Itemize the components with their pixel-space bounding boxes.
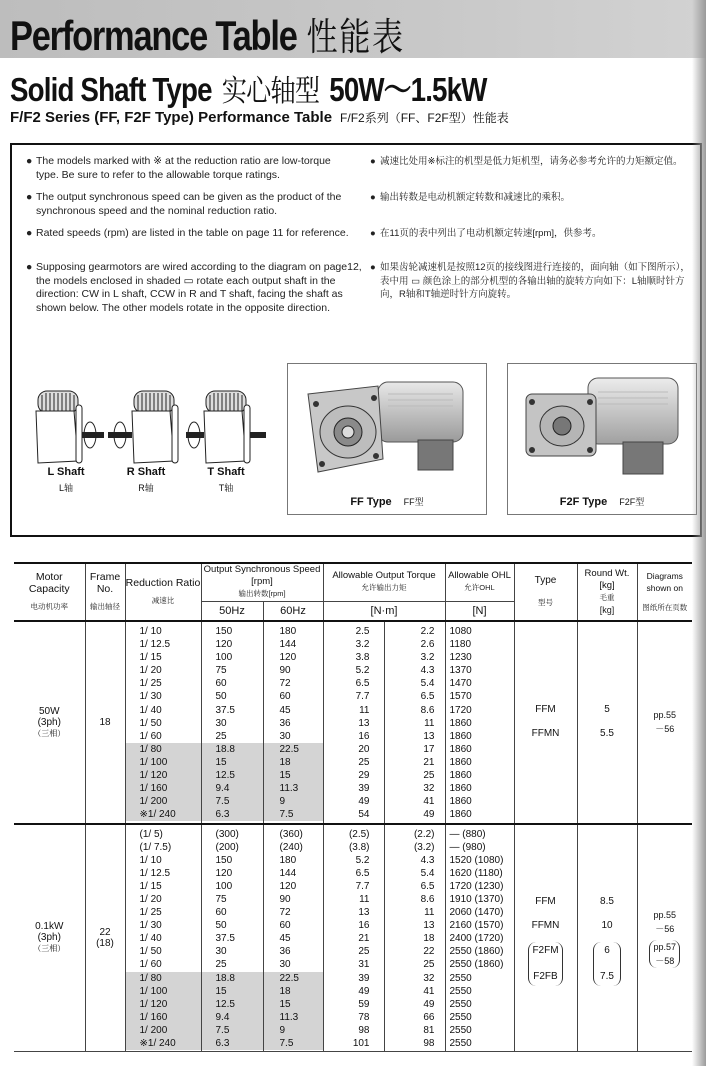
speed-50hz-value: 9.4 bbox=[202, 1011, 263, 1024]
torque-60hz-value: 81 bbox=[423, 1024, 435, 1036]
weight-value: 10 bbox=[601, 919, 613, 931]
l-shaft-label-cn: L轴 bbox=[58, 483, 73, 493]
allowable-ohl-value: 1470 bbox=[449, 678, 472, 690]
capacity-group bbox=[14, 824, 692, 1052]
speed-60hz-value: 120 bbox=[279, 880, 297, 892]
speed-50hz-value: (200) bbox=[215, 841, 239, 853]
speed-60hz-value: 22.5 bbox=[264, 972, 323, 985]
torque-50hz-value: 11 bbox=[359, 893, 370, 905]
reduction-ratio-value: ※1/ 240 bbox=[126, 1037, 201, 1050]
speed-50hz-value: 12.5 bbox=[202, 769, 263, 782]
speed-60hz-value: (240) bbox=[279, 841, 303, 853]
allowable-ohl-value: 1860 bbox=[449, 809, 472, 821]
reduction-ratio-value: 1/ 200 bbox=[126, 795, 201, 808]
speed-50hz-value: 30 bbox=[215, 717, 227, 729]
speed-50hz-value: 6.3 bbox=[202, 808, 263, 821]
torque-60hz-value: 49 bbox=[423, 809, 435, 821]
speed-60hz-value: 15 bbox=[264, 769, 323, 782]
t-shaft-label-cn: T轴 bbox=[218, 483, 234, 493]
torque-60hz-value: 32 bbox=[423, 783, 435, 795]
header-torque-unit: [N·m] bbox=[323, 601, 445, 621]
torque-60hz-value: 3.2 bbox=[420, 652, 435, 664]
allowable-ohl-value: 1860 bbox=[449, 730, 472, 742]
gearmotor-t-shaft-icon bbox=[186, 371, 266, 471]
speed-60hz-value: 18 bbox=[264, 985, 323, 998]
motor-capacity-cell bbox=[14, 824, 85, 1052]
torque-50hz-value: 29 bbox=[358, 770, 370, 782]
torque-50hz-value: (3.8) bbox=[348, 841, 370, 853]
allowable-ohl-value: 1860 bbox=[449, 796, 472, 808]
allowable-ohl-value: 1860 bbox=[449, 770, 472, 782]
reduction-ratio-value: 1/ 10 bbox=[139, 626, 162, 637]
torque-50hz-value: 39 bbox=[358, 783, 370, 795]
torque-60hz-value: 8.6 bbox=[420, 893, 435, 905]
speed-50hz-value: 18.8 bbox=[202, 743, 263, 756]
torque-50hz-value: 7.7 bbox=[355, 880, 370, 892]
note-cn-1: ● 减速比处用※标注的机型是低力矩机型，请务必参考允许的力矩额定值。 bbox=[370, 156, 683, 167]
torque-50hz-value: 5.2 bbox=[355, 854, 370, 866]
speed-50hz-value: 7.5 bbox=[202, 1024, 263, 1037]
torque-60hz-value: (2.2) bbox=[413, 828, 435, 840]
phase-value: (3ph) bbox=[37, 716, 61, 728]
f2f-gearmotor-image-icon bbox=[508, 364, 696, 484]
type-value: FFMN bbox=[531, 919, 560, 931]
speed-50hz-value: 120 bbox=[215, 867, 233, 879]
phase-cn-value: （三相） bbox=[33, 944, 66, 954]
torque-50hz-value: 20 bbox=[358, 743, 370, 755]
torque-50hz-value: 59 bbox=[358, 998, 370, 1010]
weight-cell bbox=[577, 824, 637, 1052]
allowable-ohl-value: 1860 bbox=[449, 743, 472, 755]
header-reduction-ratio: Reduction Ratio 减速比 bbox=[125, 563, 201, 621]
allowable-ohl-value: 1570 bbox=[449, 691, 472, 703]
speed-50hz bbox=[201, 621, 263, 824]
reduction-ratio-value: 1/ 40 bbox=[139, 933, 162, 945]
speed-50hz-value: 12.5 bbox=[202, 998, 263, 1011]
speed-50hz-value: 15 bbox=[202, 756, 263, 769]
f2f-type-photo bbox=[507, 363, 697, 515]
speed-60hz-value: 72 bbox=[279, 907, 291, 919]
reduction-ratio-value: 1/ 25 bbox=[139, 907, 162, 919]
speed-60hz-value: 144 bbox=[279, 867, 297, 879]
speed-60hz-value: 144 bbox=[279, 639, 297, 651]
reduction-ratio-value: (1/ 5) bbox=[139, 828, 163, 840]
motor-capacity-cell bbox=[14, 621, 85, 824]
torque-60hz-value: 2.6 bbox=[420, 639, 435, 651]
allowable-ohl-value: 2550 (1860) bbox=[449, 946, 504, 958]
torque-50hz-value: 7.7 bbox=[355, 691, 370, 703]
speed-60hz-value: 15 bbox=[264, 998, 323, 1011]
torque-60hz-value: 25 bbox=[423, 770, 435, 782]
allowable-ohl-value: 1860 bbox=[449, 717, 472, 729]
weight-value: 5.5 bbox=[600, 728, 614, 740]
torque-50hz-value: 13 bbox=[358, 907, 370, 919]
type-value: F2FM bbox=[532, 944, 559, 956]
reduction-ratio-value: 1/ 40 bbox=[139, 704, 162, 716]
speed-50hz-value: 25 bbox=[215, 959, 227, 971]
speed-60hz-value: 45 bbox=[279, 933, 291, 945]
note-en-2: ● The output synchronous speed can be given as the product of the synchronous speed and the nominal reduction ratio. bbox=[26, 191, 342, 217]
torque-50hz-value: 3.2 bbox=[355, 639, 370, 651]
torque-50hz-value: 101 bbox=[352, 1038, 370, 1049]
ff-gearmotor-image-icon bbox=[288, 364, 486, 484]
type-value: F2FB bbox=[533, 970, 558, 982]
speed-60hz-value: 18 bbox=[264, 756, 323, 769]
torque-60hz-value: 25 bbox=[423, 959, 435, 971]
header-ohl: Allowable OHL 允许OHL bbox=[445, 563, 514, 601]
speed-50hz-value: (300) bbox=[215, 828, 239, 840]
diagram-page-value: pp.55 bbox=[653, 710, 677, 721]
torque-50hz-value: 11 bbox=[359, 704, 370, 716]
torque-50hz-value: 3.8 bbox=[355, 652, 370, 664]
reduction-ratio-value: 1/ 12.5 bbox=[139, 867, 171, 879]
reduction-ratio-value: 1/ 100 bbox=[126, 756, 201, 769]
speed-60hz-value: 45 bbox=[279, 704, 291, 716]
torque-50hz-value: 49 bbox=[358, 985, 370, 997]
weight-value: 6 bbox=[604, 944, 610, 956]
speed-60hz-value: 180 bbox=[279, 626, 297, 637]
speed-50hz-value: 6.3 bbox=[202, 1037, 263, 1050]
frame-value: 22 bbox=[99, 926, 111, 938]
torque-60hz-value: 6.5 bbox=[420, 880, 435, 892]
torque-50hz bbox=[323, 824, 384, 1052]
speed-60hz-value: 9 bbox=[264, 795, 323, 808]
torque-50hz-value: 25 bbox=[358, 756, 370, 768]
allowable-ohl-value: 2060 (1470) bbox=[449, 907, 504, 919]
torque-50hz-value: 98 bbox=[358, 1024, 370, 1036]
speed-60hz-value: 90 bbox=[279, 893, 291, 905]
torque-50hz bbox=[323, 621, 384, 824]
speed-50hz-value: 15 bbox=[202, 985, 263, 998]
header-output-speed: Output Synchronous Speed [rpm] 输出转数[rpm] bbox=[201, 563, 323, 601]
weight-value: 5 bbox=[604, 704, 610, 716]
reduction-ratio-value: 1/ 160 bbox=[126, 1011, 201, 1024]
torque-60hz-value: 49 bbox=[423, 998, 435, 1010]
l-shaft-diagram bbox=[26, 371, 106, 481]
type-value: FFMN bbox=[531, 728, 560, 740]
torque-60hz-value: 98 bbox=[423, 1038, 435, 1049]
notes-box bbox=[10, 143, 702, 537]
speed-50hz-value: 60 bbox=[215, 907, 227, 919]
speed-60hz-value: 11.3 bbox=[264, 782, 323, 795]
speed-50hz-value: 150 bbox=[215, 626, 233, 637]
reduction-ratio-value: 1/ 20 bbox=[139, 665, 162, 677]
page-title-cn: 性能表 bbox=[306, 17, 405, 59]
frame-alt-value: (18) bbox=[96, 937, 114, 949]
torque-60hz bbox=[384, 824, 445, 1052]
header-60hz: 60Hz bbox=[263, 601, 323, 621]
speed-60hz-value: 72 bbox=[279, 678, 291, 690]
allowable-ohl-value: — (880) bbox=[449, 828, 486, 840]
speed-60hz-value: (360) bbox=[279, 828, 303, 840]
torque-60hz-value: 4.3 bbox=[420, 854, 435, 866]
reduction-ratio-value: 1/ 15 bbox=[139, 880, 162, 892]
torque-50hz-value: 54 bbox=[358, 809, 370, 821]
speed-50hz-value: 50 bbox=[215, 691, 227, 703]
weight-value: 8.5 bbox=[600, 895, 614, 907]
reduction-ratio-value: 1/ 200 bbox=[126, 1024, 201, 1037]
torque-60hz-value: 6.5 bbox=[420, 691, 435, 703]
allowable-ohl-value: 2400 (1720) bbox=[449, 933, 504, 945]
type-value: FFM bbox=[535, 895, 556, 907]
reduction-ratio bbox=[125, 621, 201, 824]
allowable-ohl-value: 2550 bbox=[449, 1024, 472, 1036]
series-title bbox=[10, 109, 509, 126]
reduction-ratio-value: 1/ 20 bbox=[139, 893, 162, 905]
gearmotor-l-shaft-icon bbox=[26, 371, 106, 471]
torque-50hz-value: 5.2 bbox=[355, 665, 370, 677]
reduction-ratio-value: 1/ 120 bbox=[126, 769, 201, 782]
performance-table bbox=[14, 562, 692, 1052]
type-value: FFM bbox=[535, 704, 556, 716]
frame-value: 18 bbox=[99, 716, 111, 728]
diagram-page-value: －56 bbox=[655, 923, 675, 934]
allowable-ohl-value: 1860 bbox=[449, 756, 472, 768]
header-torque: Allowable Output Torque 允许输出力矩 bbox=[323, 563, 445, 601]
allowable-ohl-value: 1080 bbox=[449, 626, 472, 637]
allowable-ohl-value: 1230 bbox=[449, 652, 472, 664]
table-row bbox=[14, 824, 692, 1052]
torque-50hz-value: (2.5) bbox=[348, 828, 370, 840]
allowable-ohl-value: 2550 bbox=[449, 998, 472, 1010]
torque-50hz-value: 25 bbox=[358, 946, 370, 958]
reduction-ratio-value: 1/ 15 bbox=[139, 652, 162, 664]
speed-60hz-value: 36 bbox=[279, 717, 291, 729]
torque-60hz-value: 8.6 bbox=[420, 704, 435, 716]
torque-60hz-value: 11 bbox=[424, 717, 435, 729]
capacity-group bbox=[14, 621, 692, 824]
f2f-type-label-cn: F2F型 bbox=[619, 497, 645, 507]
capacity-value: 50W bbox=[38, 705, 60, 717]
torque-60hz-value: 41 bbox=[423, 796, 435, 808]
reduction-ratio bbox=[125, 824, 201, 1052]
torque-50hz-value: 16 bbox=[358, 730, 370, 742]
weight-cell bbox=[577, 621, 637, 824]
speed-60hz-value: 60 bbox=[279, 920, 291, 932]
torque-50hz-value: 6.5 bbox=[355, 867, 370, 879]
reduction-ratio-value: ※1/ 240 bbox=[126, 808, 201, 821]
allowable-ohl-value: 2550 bbox=[449, 1011, 472, 1023]
speed-50hz-value: 37.5 bbox=[215, 704, 235, 716]
allowable-ohl-value: 1180 bbox=[449, 639, 472, 651]
diagram-page-value: －56 bbox=[655, 724, 675, 735]
torque-60hz-value: 2.2 bbox=[420, 626, 435, 637]
type-cell bbox=[514, 621, 577, 824]
page-title-en: Performance Table bbox=[10, 12, 297, 59]
torque-50hz-value: 2.5 bbox=[355, 626, 370, 637]
torque-50hz-value: 6.5 bbox=[355, 678, 370, 690]
speed-60hz bbox=[263, 824, 323, 1052]
reduction-ratio-value: 1/ 80 bbox=[126, 972, 201, 985]
reduction-ratio-value: 1/ 160 bbox=[126, 782, 201, 795]
header-motor-capacity: Motor Capacity 电动机功率 bbox=[14, 563, 85, 621]
note-en-4: ● Supposing gearmotors are wired according to the diagram on page12, the models enclosed in shaded ▭ rotate each output shaft in the direction: CW in L shaft, CCW in R and T shaft, facing the shaft as shown below. The other models rotate in the opposite direction. bbox=[26, 261, 362, 314]
allowable-ohl bbox=[445, 824, 514, 1052]
header-50hz: 50Hz bbox=[201, 601, 263, 621]
gearmotor-r-shaft-icon bbox=[106, 371, 186, 471]
note-en-3: ● Rated speeds (rpm) are listed in the table on page 11 for reference. bbox=[26, 227, 349, 239]
diagram-page-value: pp.55 bbox=[653, 909, 677, 920]
reduction-ratio-value: 1/ 60 bbox=[139, 730, 162, 742]
header-type: Type 型号 bbox=[514, 563, 577, 621]
diagram-page-value: －58 bbox=[655, 955, 675, 966]
note-cn-2: ● 输出转数是电动机额定转数和减速比的乘积。 bbox=[370, 192, 571, 203]
torque-60hz bbox=[384, 621, 445, 824]
speed-60hz-value: 11.3 bbox=[264, 1011, 323, 1024]
r-shaft-label: R Shaft bbox=[126, 466, 166, 478]
torque-60hz-value: (3.2) bbox=[413, 841, 435, 853]
weight-value: 7.5 bbox=[600, 970, 614, 982]
table-row bbox=[14, 621, 692, 824]
diagrams-cell bbox=[637, 621, 692, 824]
reduction-ratio-value: 1/ 60 bbox=[139, 959, 162, 971]
reduction-ratio-value: 1/ 100 bbox=[126, 985, 201, 998]
allowable-ohl-value: — (980) bbox=[449, 841, 486, 853]
speed-50hz-value: 100 bbox=[215, 652, 233, 664]
speed-50hz-value: 9.4 bbox=[202, 782, 263, 795]
type-cell bbox=[514, 824, 577, 1052]
section-title-cn: 实心轴型 bbox=[221, 75, 320, 108]
allowable-ohl-value: 1910 (1370) bbox=[449, 893, 504, 905]
allowable-ohl-value: 2550 bbox=[449, 1038, 472, 1049]
reduction-ratio-value: (1/ 7.5) bbox=[139, 841, 172, 853]
torque-60hz-value: 18 bbox=[423, 933, 435, 945]
speed-60hz-value: 30 bbox=[279, 730, 291, 742]
speed-50hz-value: 60 bbox=[215, 678, 227, 690]
allowable-ohl-value: 1720 bbox=[449, 704, 472, 716]
series-title-en: F/F2 Series (FF, F2F Type) Performance Table bbox=[10, 109, 333, 126]
reduction-ratio-value: 1/ 50 bbox=[139, 717, 162, 729]
page-edge-shadow bbox=[692, 0, 706, 1066]
speed-60hz-value: 36 bbox=[279, 946, 291, 958]
torque-50hz-value: 78 bbox=[358, 1011, 370, 1023]
allowable-ohl-value: 1520 (1080) bbox=[449, 854, 504, 866]
torque-60hz-value: 5.4 bbox=[420, 867, 435, 879]
page-title bbox=[10, 6, 405, 61]
allowable-ohl-value: 1370 bbox=[449, 665, 472, 677]
reduction-ratio-value: 1/ 120 bbox=[126, 998, 201, 1011]
allowable-ohl-value: 1620 (1180) bbox=[449, 867, 503, 879]
reduction-ratio-value: 1/ 25 bbox=[139, 678, 162, 690]
speed-60hz-value: 22.5 bbox=[264, 743, 323, 756]
speed-60hz-value: 7.5 bbox=[264, 1037, 323, 1050]
speed-60hz-value: 120 bbox=[279, 652, 297, 664]
torque-60hz-value: 66 bbox=[423, 1011, 435, 1023]
f2f-type-label: F2F Type bbox=[559, 496, 608, 508]
header-frame-no: Frame No. 输出轴径 bbox=[85, 563, 125, 621]
header-diagrams: Diagrams shown on 图纸所在页数 bbox=[637, 563, 692, 621]
torque-50hz-value: 39 bbox=[358, 972, 370, 984]
ff-type-label: FF Type bbox=[350, 496, 392, 508]
torque-60hz-value: 17 bbox=[423, 743, 435, 755]
allowable-ohl bbox=[445, 621, 514, 824]
speed-50hz-value: 37.5 bbox=[215, 933, 235, 945]
r-shaft-label-cn: R轴 bbox=[138, 483, 154, 493]
allowable-ohl-value: 1720 (1230) bbox=[449, 880, 504, 892]
speed-50hz-value: 120 bbox=[215, 639, 233, 651]
allowable-ohl-value: 1860 bbox=[449, 783, 472, 795]
speed-50hz-value: 25 bbox=[215, 730, 227, 742]
capacity-value: 0.1kW bbox=[35, 921, 64, 933]
speed-60hz-value: 60 bbox=[279, 691, 291, 703]
torque-60hz-value: 5.4 bbox=[420, 678, 435, 690]
speed-60hz-value: 9 bbox=[264, 1024, 323, 1037]
allowable-ohl-value: 2160 (1570) bbox=[449, 920, 504, 932]
torque-60hz-value: 13 bbox=[423, 920, 435, 932]
torque-60hz-value: 32 bbox=[423, 972, 435, 984]
diagrams-cell bbox=[637, 824, 692, 1052]
note-en-1: ● The models marked with ※ at the reduction ratio are low-torque type. Be sure to refer to the allowable torque ratings. bbox=[26, 155, 331, 181]
r-shaft-diagram bbox=[106, 371, 186, 481]
reduction-ratio-value: 1/ 30 bbox=[139, 691, 162, 703]
ff-type-label-cn: FF型 bbox=[403, 497, 424, 507]
phase-cn-value: （三相） bbox=[33, 728, 66, 738]
speed-60hz-value: 30 bbox=[279, 959, 291, 971]
speed-60hz-value: 180 bbox=[279, 854, 297, 866]
section-title-en: Solid Shaft Type bbox=[10, 71, 212, 108]
header-ohl-unit: [N] bbox=[445, 601, 514, 621]
speed-50hz-value: 7.5 bbox=[202, 795, 263, 808]
reduction-ratio-value: 1/ 30 bbox=[139, 920, 162, 932]
frame-no-cell bbox=[85, 824, 125, 1052]
allowable-ohl-value: 2550 (1860) bbox=[449, 959, 504, 971]
speed-60hz-value: 7.5 bbox=[264, 808, 323, 821]
t-shaft-label: T Shaft bbox=[207, 466, 245, 478]
diagram-page-value: pp.57 bbox=[653, 941, 677, 952]
torque-50hz-value: 16 bbox=[358, 920, 370, 932]
note-cn-3: ● 在11页的表中列出了电动机额定转速[rpm]，供参考。 bbox=[370, 228, 602, 239]
speed-50hz-value: 75 bbox=[215, 665, 227, 677]
speed-60hz bbox=[263, 621, 323, 824]
section-title bbox=[10, 64, 487, 111]
phase-value: (3ph) bbox=[37, 932, 61, 944]
torque-60hz-value: 41 bbox=[423, 985, 435, 997]
t-shaft-diagram bbox=[186, 371, 266, 481]
torque-50hz-value: 21 bbox=[358, 933, 370, 945]
reduction-ratio-value: 1/ 12.5 bbox=[139, 639, 171, 651]
reduction-ratio-value: 1/ 10 bbox=[139, 854, 162, 866]
speed-50hz-value: 75 bbox=[215, 893, 227, 905]
l-shaft-label: L Shaft bbox=[47, 466, 85, 478]
allowable-ohl-value: 2550 bbox=[449, 972, 472, 984]
torque-60hz-value: 21 bbox=[423, 756, 435, 768]
torque-60hz-value: 4.3 bbox=[420, 665, 435, 677]
speed-60hz-value: 90 bbox=[279, 665, 291, 677]
allowable-ohl-value: 2550 bbox=[449, 985, 472, 997]
torque-50hz-value: 13 bbox=[358, 717, 370, 729]
speed-50hz-value: 30 bbox=[215, 946, 227, 958]
speed-50hz-value: 100 bbox=[215, 880, 233, 892]
frame-no-cell bbox=[85, 621, 125, 824]
note-cn-4: ● 如果齿轮减速机是按照12页的接线图进行连接的，面向轴（如下图所示），表中用 ▭ 颜色涂上的部分机型的各输出轴的旋转方向如下：L轴顺时针方向，R轴和T轴逆时针方向旋转。 bbox=[370, 262, 690, 300]
header-weight: Round Wt. [kg] 毛重 [kg] bbox=[577, 563, 637, 621]
speed-50hz-value: 50 bbox=[215, 920, 227, 932]
torque-50hz-value: 49 bbox=[358, 796, 370, 808]
series-title-cn: F/F2系列（FF、F2F型）性能表 bbox=[340, 111, 509, 125]
torque-60hz-value: 13 bbox=[423, 730, 435, 742]
reduction-ratio-value: 1/ 80 bbox=[126, 743, 201, 756]
torque-50hz-value: 31 bbox=[358, 959, 370, 971]
reduction-ratio-value: 1/ 50 bbox=[139, 946, 162, 958]
torque-60hz-value: 22 bbox=[423, 946, 435, 958]
speed-50hz bbox=[201, 824, 263, 1052]
speed-50hz-value: 150 bbox=[215, 854, 233, 866]
power-range: 50W～1.5kW bbox=[329, 71, 487, 108]
torque-60hz-value: 11 bbox=[424, 907, 435, 919]
speed-50hz-value: 18.8 bbox=[202, 972, 263, 985]
ff-type-photo bbox=[287, 363, 487, 515]
